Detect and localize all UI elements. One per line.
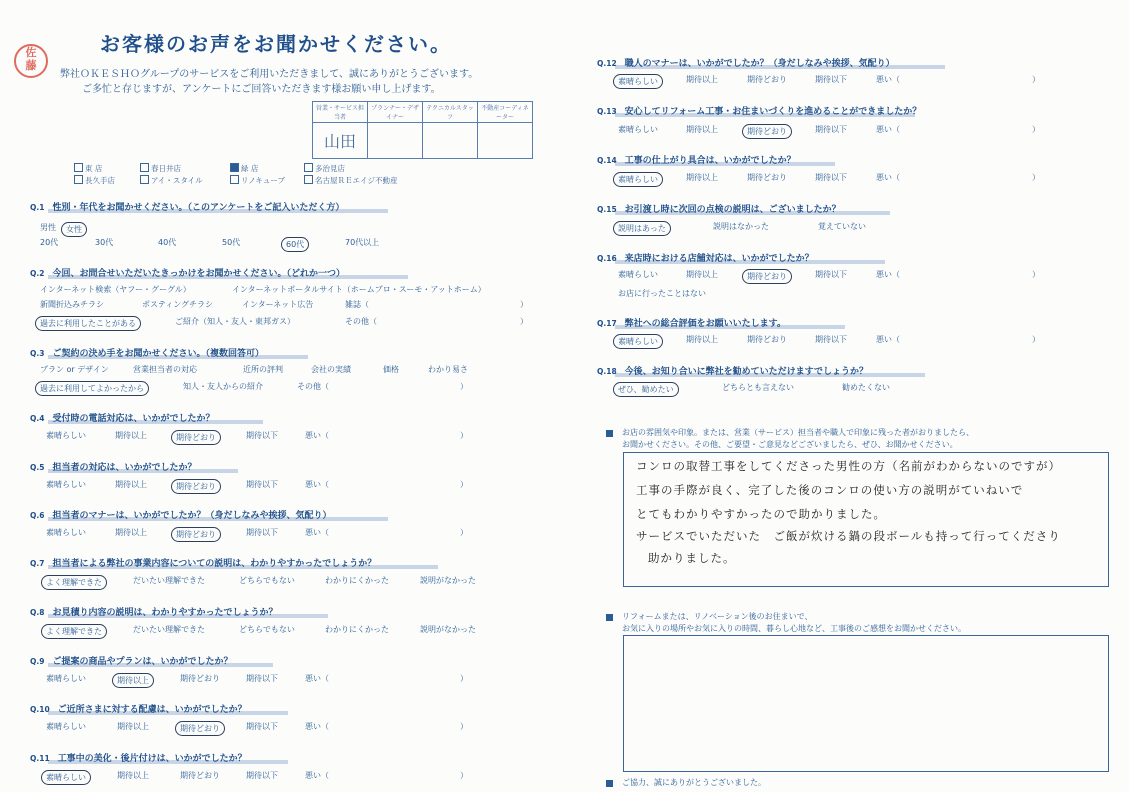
- question-number: Q.4: [30, 414, 45, 423]
- answer-option[interactable]: インターネットポータルサイト（ホームプロ・スーモ・アットホーム）: [232, 285, 486, 294]
- answer-option[interactable]: 新聞折込みチラシ: [40, 300, 104, 309]
- answer-option[interactable]: ポスティングチラシ: [142, 300, 214, 309]
- paren-close: ）: [1032, 335, 1040, 344]
- answer-option[interactable]: 素晴らしい: [46, 431, 86, 440]
- staff-value-sales[interactable]: 山田: [313, 123, 368, 159]
- question-text: お見積り内容の説明は、わかりやすかったでしょうか？: [52, 608, 278, 618]
- answer-option[interactable]: だいたい理解できた: [133, 625, 205, 634]
- question-text: 性別・年代をお聞かせください。（このアンケートをご記入いただく方）: [52, 203, 345, 213]
- answer-option[interactable]: 女性: [61, 222, 87, 237]
- answer-option[interactable]: 素晴らしい: [618, 270, 658, 279]
- comment1-line: 工事の手際が良く、完了した後のコンロの使い方の説明がていねいで: [636, 483, 1024, 497]
- question-text: お引渡し時に次回の点検の説明は、ございましたか？: [624, 205, 841, 215]
- question-heading: [30, 266, 345, 279]
- answer-option[interactable]: 素晴らしい: [41, 770, 91, 785]
- staff-value-technical[interactable]: [423, 123, 478, 159]
- answer-option[interactable]: ぜひ、勧めたい: [613, 382, 679, 397]
- question-number: Q.1: [30, 203, 45, 212]
- answer-option[interactable]: 素晴らしい: [613, 74, 663, 89]
- paren-close: ）: [1032, 75, 1040, 84]
- answer-option[interactable]: 期待以下: [815, 125, 847, 134]
- answer-option[interactable]: 素晴らしい: [613, 172, 663, 187]
- answer-option[interactable]: よく理解できた: [41, 624, 107, 639]
- answer-option[interactable]: 期待以下: [815, 270, 847, 279]
- question-heading: [597, 104, 921, 117]
- question-number: Q.9: [30, 657, 45, 666]
- staff-value-realestate[interactable]: [478, 123, 533, 159]
- answer-option[interactable]: 悪い（: [305, 674, 329, 683]
- question-text: ご提案の商品やプランは、いかがでしたか？: [52, 657, 233, 667]
- question-text: 職人のマナーは、いかがでしたか？（身だしなみや挨拶、気配り）: [624, 59, 895, 69]
- answer-option[interactable]: 素晴らしい: [46, 674, 86, 683]
- question-number: Q.3: [30, 349, 45, 358]
- store-checkbox[interactable]: 多治見店: [304, 163, 345, 174]
- comment2-prompt-1: リフォームまたは、リノベーション後のお住まいで、: [622, 612, 813, 621]
- question-text: 弊社への総合評価をお願いいたします。: [624, 319, 786, 329]
- answer-option[interactable]: 期待以下: [815, 335, 847, 344]
- answer-option[interactable]: 50代: [222, 238, 241, 247]
- question-heading: [597, 251, 814, 264]
- question-text: 安心してリフォーム工事・お住まいづくりを進めることができましたか？: [624, 107, 922, 117]
- question-text: 担当者の対応は、いかがでしたか？: [52, 463, 197, 473]
- question-text: 工事中の美化・後片付けは、いかがでしたか？: [57, 754, 247, 764]
- answer-option[interactable]: 期待以下: [246, 722, 278, 731]
- answer-option[interactable]: 期待以下: [246, 674, 278, 683]
- answer-option[interactable]: 期待以上: [686, 75, 718, 84]
- answer-option[interactable]: 期待どおり: [742, 124, 792, 139]
- question-number: Q.16: [597, 254, 617, 263]
- paren-close: ）: [460, 528, 468, 537]
- store-checkbox[interactable]: 名古屋ＲＥエイジ不動産: [304, 175, 398, 186]
- answer-option[interactable]: 期待以上: [117, 771, 149, 780]
- staff-header-sales: 営業・サービス担当者: [313, 102, 368, 123]
- answer-option[interactable]: 期待どおり: [171, 430, 221, 445]
- store-checkbox[interactable]: 長久手店: [74, 175, 115, 186]
- question-text: 今回、お問合せいただいたきっかけをお聞かせください。（どれか一つ）: [52, 269, 345, 279]
- store-checkbox[interactable]: 春日井店: [140, 163, 181, 174]
- paren-close: ）: [460, 722, 468, 731]
- answer-option[interactable]: 期待以下: [246, 431, 278, 440]
- question-heading: [30, 654, 232, 667]
- answer-option[interactable]: 説明がなかった: [420, 576, 476, 585]
- comment1-prompt-2: お聞かせください。その他、ご要望・ご意見などございましたら、ぜひ、お聞かせください。: [622, 440, 958, 449]
- staff-header-realestate: 不動産コーディネーター: [478, 102, 533, 123]
- question-heading: [30, 605, 277, 618]
- answer-option[interactable]: 知人・友人からの紹介: [183, 382, 263, 391]
- answer-option[interactable]: わかり易さ: [428, 365, 468, 374]
- store-checkbox[interactable]: 東 店: [74, 163, 102, 174]
- answer-option[interactable]: 期待どおり: [175, 721, 225, 736]
- answer-option[interactable]: 期待以上: [112, 673, 154, 688]
- comment2-textarea[interactable]: [623, 635, 1109, 772]
- answer-option[interactable]: 期待どおり: [180, 771, 220, 780]
- question-number: Q.12: [597, 59, 617, 68]
- store-checkbox[interactable]: 緑 店: [230, 163, 258, 174]
- answer-option[interactable]: 期待以上: [686, 270, 718, 279]
- question-heading: [30, 508, 331, 521]
- answer-option[interactable]: どちらでもない: [239, 625, 295, 634]
- question-number: Q.6: [30, 511, 45, 520]
- answer-option[interactable]: その他（: [297, 382, 329, 391]
- answer-option[interactable]: どちらでもない: [239, 576, 295, 585]
- answer-option[interactable]: 期待どおり: [747, 173, 787, 182]
- comment1-line: とてもわかりやすかったので助かりました。: [636, 507, 886, 521]
- answer-option[interactable]: 悪い（: [876, 75, 900, 84]
- answer-option[interactable]: 営業担当者の対応: [133, 365, 197, 374]
- store-checkbox[interactable]: アイ・スタイル: [140, 175, 203, 186]
- answer-option[interactable]: 期待どおり: [171, 527, 221, 542]
- answer-option[interactable]: 悪い（: [305, 480, 329, 489]
- question-number: Q.18: [597, 367, 617, 376]
- answer-option[interactable]: 期待以上: [686, 335, 718, 344]
- store-checkbox[interactable]: リノキューブ: [230, 175, 285, 186]
- answer-option[interactable]: 40代: [158, 238, 177, 247]
- paren-close: ）: [520, 300, 528, 309]
- question-number: Q.14: [597, 156, 617, 165]
- answer-option[interactable]: 悪い（: [305, 431, 329, 440]
- page-title: お客様のお声をお聞かせください。: [100, 32, 452, 56]
- question-heading: [30, 702, 247, 715]
- question-heading: [597, 56, 895, 69]
- answer-option[interactable]: インターネット検索（ヤフー・グーグル）: [40, 285, 191, 294]
- question-text: 受付時の電話対応は、いかがでしたか？: [52, 414, 215, 424]
- question-number: Q.5: [30, 463, 45, 472]
- staff-table: [312, 101, 533, 159]
- staff-header-planner: プランナー・デザイナー: [368, 102, 423, 123]
- answer-option[interactable]: 素晴らしい: [46, 480, 86, 489]
- question-text: 担当者による弊社の事業内容についての説明は、わかりやすかったでしょうか？: [52, 559, 377, 569]
- question-number: Q.10: [30, 705, 50, 714]
- answer-option[interactable]: 期待以下: [815, 173, 847, 182]
- answer-option[interactable]: 70代以上: [345, 238, 380, 247]
- comment1-line: コンロの取替工事をしてくださった男性の方（名前がわからないのですが）: [636, 459, 1061, 473]
- answer-option[interactable]: 悪い（: [305, 771, 329, 780]
- answer-option[interactable]: 価格: [383, 365, 399, 374]
- question-number: Q.8: [30, 608, 45, 617]
- question-heading: [597, 316, 786, 329]
- question-text: 来店時における店舗対応は、いかがでしたか？: [624, 254, 814, 264]
- question-number: Q.2: [30, 269, 45, 278]
- answer-option[interactable]: 悪い（: [876, 270, 900, 279]
- question-heading: [597, 202, 841, 215]
- answer-option[interactable]: 期待以上: [686, 173, 718, 182]
- intro-line-2: ご多忙と存じますが、アンケートにご回答いただきます様お願い申し上げます。: [82, 84, 441, 95]
- answer-option[interactable]: 期待以上: [115, 528, 147, 537]
- answer-option[interactable]: 説明はあった: [613, 221, 671, 236]
- question-number: Q.15: [597, 205, 617, 214]
- answer-option[interactable]: 素晴らしい: [46, 528, 86, 537]
- answer-option[interactable]: 過去に利用してよかったから: [35, 381, 149, 396]
- answer-option[interactable]: 期待以下: [246, 480, 278, 489]
- paren-close: ）: [460, 674, 468, 683]
- answer-option[interactable]: 期待以上: [686, 125, 718, 134]
- question-number: Q.11: [30, 754, 50, 763]
- answer-option[interactable]: 男性: [40, 223, 56, 232]
- answer-option[interactable]: 悪い（: [876, 335, 900, 344]
- answer-option[interactable]: どちらとも言えない: [722, 383, 794, 392]
- question-heading: [597, 153, 796, 166]
- bullet-square: [606, 430, 613, 437]
- answer-option[interactable]: 期待以下: [246, 771, 278, 780]
- answer-option[interactable]: 素晴らしい: [46, 722, 86, 731]
- staff-value-planner[interactable]: [368, 123, 423, 159]
- question-number: Q.7: [30, 559, 45, 568]
- comment2-prompt-2: お気に入りの場所やお気に入りの時間、暮らし心地など、工事後のご感想をお聞かせください。: [622, 624, 966, 633]
- paren-close: ）: [520, 317, 528, 326]
- answer-option[interactable]: 悪い（: [876, 173, 900, 182]
- answer-option[interactable]: 期待以上: [115, 431, 147, 440]
- staff-header-technical: テクニカルスタッフ: [423, 102, 478, 123]
- question-heading: [30, 411, 214, 424]
- comment1-line: 助かりました。: [648, 551, 736, 565]
- answer-option[interactable]: 期待以下: [246, 528, 278, 537]
- paren-close: ）: [460, 771, 468, 780]
- question-heading: [30, 556, 376, 569]
- answer-option[interactable]: 30代: [95, 238, 114, 247]
- question-text: 工事の仕上がり具合は、いかがでしたか？: [624, 156, 796, 166]
- answer-option[interactable]: 悪い（: [876, 125, 900, 134]
- answer-option[interactable]: 期待どおり: [180, 674, 220, 683]
- answer-option[interactable]: 期待以下: [815, 75, 847, 84]
- answer-option[interactable]: わかりにくかった: [325, 576, 389, 585]
- answer-option[interactable]: よく理解できた: [41, 575, 107, 590]
- intro-line-1: 弊社ＯＫＥＳＨＯグループのサービスをご利用いただきまして、誠にありがとうございます。: [60, 69, 479, 80]
- answer-option[interactable]: 素晴らしい: [613, 334, 663, 349]
- answer-option[interactable]: ご紹介（知人・友人・東邦ガス）: [175, 317, 295, 326]
- answer-option[interactable]: お店に行ったことはない: [618, 289, 706, 298]
- answer-option[interactable]: 雑誌（: [345, 300, 369, 309]
- question-text: ご契約の決め手をお聞かせください。（複数回答可）: [52, 349, 264, 359]
- answer-option[interactable]: 説明がなかった: [420, 625, 476, 634]
- paren-close: ）: [1032, 125, 1040, 134]
- question-heading: [30, 460, 196, 473]
- comment1-prompt-1: お店の雰囲気や印象。または、営業（サービス）担当者や職人で印象に残った者がおりましたら、: [622, 428, 974, 437]
- answer-option[interactable]: 勧めたくない: [842, 383, 890, 392]
- answer-option[interactable]: 20代: [40, 238, 59, 247]
- comment1-line: サービスでいただいた ご飯が炊ける鍋の段ボールも持って行ってくださり: [636, 529, 1061, 543]
- question-text: 今後、お知り合いに弊社を勧めていただけますでしょうか？: [624, 367, 868, 377]
- answer-option[interactable]: 期待以上: [117, 722, 149, 731]
- answer-option[interactable]: 過去に利用したことがある: [35, 316, 141, 331]
- bullet-square: [606, 780, 613, 787]
- question-number: Q.13: [597, 107, 617, 116]
- answer-option[interactable]: 期待どおり: [171, 479, 221, 494]
- paren-close: ）: [460, 480, 468, 489]
- question-heading: [597, 364, 868, 377]
- answer-option[interactable]: だいたい理解できた: [133, 576, 205, 585]
- answer-option[interactable]: 期待どおり: [747, 335, 787, 344]
- question-text: 担当者のマナーは、いかがでしたか？（身だしなみや挨拶、気配り）: [52, 511, 332, 521]
- question-heading: [30, 751, 247, 764]
- answer-option[interactable]: その他（: [345, 317, 377, 326]
- paren-close: ）: [460, 431, 468, 440]
- answer-option[interactable]: 会社の実績: [311, 365, 351, 374]
- question-heading: [30, 346, 264, 359]
- answer-option[interactable]: インターネット広告: [242, 300, 314, 309]
- answer-option[interactable]: 期待以上: [115, 480, 147, 489]
- paren-close: ）: [460, 382, 468, 391]
- answer-option[interactable]: 素晴らしい: [618, 125, 658, 134]
- seal-stamp: 佐 藤: [14, 44, 48, 78]
- answer-option[interactable]: わかりにくかった: [325, 625, 389, 634]
- question-number: Q.17: [597, 319, 617, 328]
- answer-option[interactable]: 期待どおり: [742, 269, 792, 284]
- paren-close: ）: [1032, 173, 1040, 182]
- answer-option[interactable]: 悪い（: [305, 722, 329, 731]
- question-text: ご近所さまに対する配慮は、いかがでしたか？: [57, 705, 247, 715]
- answer-option[interactable]: 悪い（: [305, 528, 329, 537]
- answer-option[interactable]: 60代: [281, 237, 309, 252]
- paren-close: ）: [1032, 270, 1040, 279]
- bullet-square: [606, 614, 613, 621]
- answer-option[interactable]: 期待どおり: [747, 75, 787, 84]
- answer-option[interactable]: プラン or デザイン: [40, 365, 109, 374]
- answer-option[interactable]: 説明はなかった: [713, 222, 769, 231]
- question-heading: [30, 200, 344, 213]
- answer-option[interactable]: 近所の評判: [243, 365, 283, 374]
- answer-option[interactable]: 覚えていない: [818, 222, 866, 231]
- footer-thanks: ご協力、誠にありがとうございました。: [622, 778, 766, 787]
